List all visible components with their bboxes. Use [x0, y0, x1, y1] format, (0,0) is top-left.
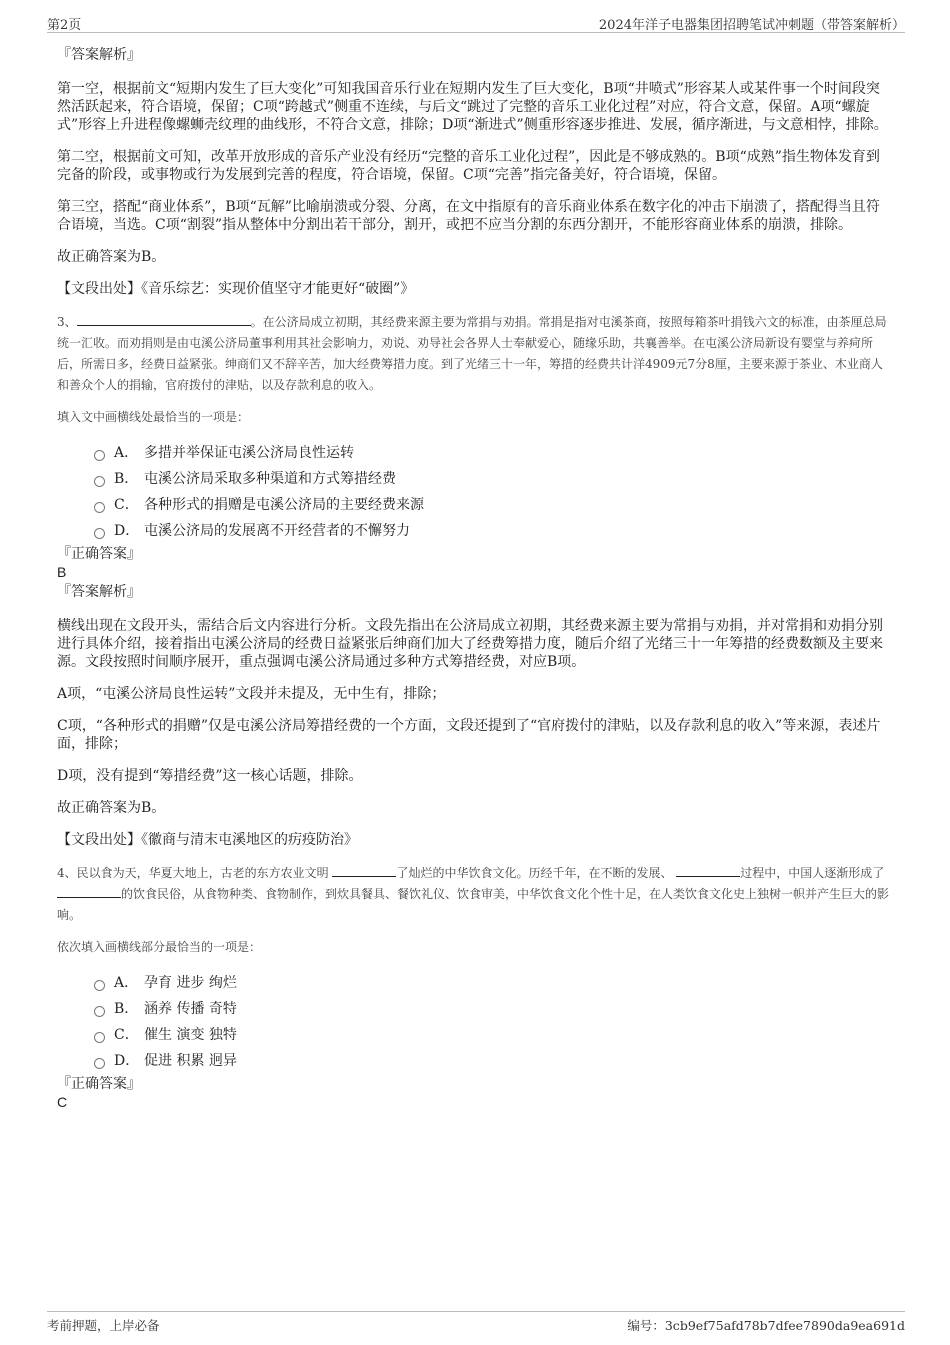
q3-source: 【文段出处】《徽商与清末屯溪地区的疠疫防治》	[57, 832, 358, 848]
q2-analysis-p1: 第一空，根据前文“短期内发生了巨大变化”可知我国音乐行业在短期内发生了巨大变化，B项“井喷式”形容某人或某件事一个时间段突然活跃起来，符合语境，保留；C项“跨越式”侧重不连续，与后文“跳过了完整的音乐工业化过程”对应，符合文意，保留。A项“螺旋式”形容上升进程像螺蛳壳纹理的曲线形，不符合文意，排除；D项“渐进式”侧重形容逐步推进、发展，循序渐进，与文意相悖，排除。	[57, 81, 888, 133]
footer-slogan: 考前押题，上岸必备	[47, 1318, 160, 1333]
document-title: 2024年洋子电器集团招聘笔试冲刺题（带答案解析）	[598, 18, 905, 33]
q3-stem	[57, 312, 890, 396]
q3-analysis-p1: 横线出现在文段开头，需结合后文内容进行分析。文段先指出在公济局成立初期，其经费来源主要为常捐与劝捐，并对常捐和劝捐分别进行具体介绍，接着指出屯溪公济局的经费日益紧张后绅商们加大了经费筹措力度，随后介绍了光绪三十一年筹措的经费数额及主要来源。文段按照时间顺序展开，重点强调屯溪公济局通过多种方式筹措经费，对应B项。	[57, 618, 883, 670]
q4-blank-3	[57, 885, 121, 898]
q4-number: 4、	[57, 866, 77, 880]
radio-icon[interactable]	[94, 528, 105, 539]
q3-blank	[77, 313, 251, 326]
q2-analysis-p3: 第三空，搭配“商业体系”，B项“瓦解”比喻崩溃或分裂、分离，在文中指原有的音乐商业体系在数字化的冲击下崩溃了，搭配得当且符合语境，当选。C项“割裂”指从整体中分割出若干部分，割开，或把不应当分割的东西分割开，不能形容商业体系的崩溃，排除。	[57, 199, 880, 233]
q3-option-b[interactable]: B． 屯溪公济局采取多种渠道和方式筹措经费	[94, 466, 890, 492]
q3-analysis-label: 『答案解析』	[57, 584, 141, 600]
q3-option-a[interactable]: A． 多措并举保证屯溪公济局良性运转	[94, 440, 890, 466]
q3-answer-label: 『正确答案』	[57, 546, 141, 562]
q4-answer: C	[57, 1094, 68, 1110]
q4-stem: 4、民以食为天，华夏大地上，古老的东方农业文明 了灿烂的中华饮食文化。历经千年，在不断的发展、 过程中，中国人逐渐形成了 的饮食民俗，从食物种类、食物制作，到炊具餐具、餐饮礼仪、饮食审美，中华饮食文化个性十足，在人类饮食文化史上独树一帜并产生巨大的影响。	[57, 866, 890, 922]
radio-icon[interactable]	[94, 1006, 105, 1017]
q3-conclusion: 故正确答案为B。	[57, 800, 166, 816]
page-header	[47, 12, 905, 33]
document-id: 编号：3cb9ef75afd78b7dfee7890da9ea691d	[627, 1318, 905, 1333]
q3-answer: B	[57, 564, 67, 580]
document-body	[57, 46, 890, 1111]
q2-conclusion: 故正确答案为B。	[57, 249, 166, 265]
q3-text: 。在公济局成立初期，其经费来源主要为常捐与劝捐。常捐是指对屯溪茶商，按照每箱茶叶捐钱六文的标准，由茶厘总局统一汇收。而劝捐则是由屯溪公济局董事利用其社会影响力，劝说、劝导社会各界人士奉献爱心，随缘乐助，共襄善举。在屯溪公济局新设有婴堂与养疴所后，所需日多，经费日益紧张。绅商们又不辞辛苦，加大经费筹措力度。到了光绪三十一年，筹措的经费共计洋4909元7分8厘，主要来源于茶业、木业商人和善众个人的捐输，官府拨付的津贴，以及存款利息的收入。	[57, 315, 887, 392]
q4-option-b[interactable]: B． 涵养 传播 奇特	[94, 996, 890, 1022]
q4-option-c[interactable]: C． 催生 演变 独特	[94, 1022, 890, 1048]
q2-analysis-label: 『答案解析』	[57, 47, 141, 63]
page-number: 第2页	[47, 18, 82, 33]
q3-number: 3、	[57, 315, 77, 329]
q4-answer-label: 『正确答案』	[57, 1076, 141, 1092]
radio-icon[interactable]	[94, 1058, 105, 1069]
radio-icon[interactable]	[94, 502, 105, 513]
q4-option-a[interactable]: A． 孕育 进步 绚烂	[94, 970, 890, 996]
q3-analysis-c: C项，“各种形式的捐赠”仅是屯溪公济局筹措经费的一个方面，文段还提到了“官府拨付的津贴，以及存款利息的收入”等来源，表述片面，排除；	[57, 718, 881, 752]
q3-option-d[interactable]: D． 屯溪公济局的发展离不开经营者的不懈努力	[94, 518, 890, 544]
q2-analysis-p2: 第二空，根据前文可知，改革开放形成的音乐产业没有经历“完整的音乐工业化过程”，因此是不够成熟的。B项“成熟”指生物体发育到完备的阶段，或事物或行为发展到完善的程度，符合语境，保留。C项“完善”指完备美好，符合语境，保留。	[57, 149, 880, 183]
radio-icon[interactable]	[94, 450, 105, 461]
radio-icon[interactable]	[94, 476, 105, 487]
q4-prompt: 依次填入画横线部分最恰当的一项是：	[57, 940, 262, 954]
radio-icon[interactable]	[94, 1032, 105, 1043]
q4-blank-1	[332, 864, 396, 877]
q2-source: 【文段出处】《音乐综艺：实现价值坚守才能更好“破圈”》	[57, 281, 415, 297]
q4-blank-2	[676, 864, 740, 877]
page-footer	[47, 1311, 905, 1332]
q3-options	[94, 440, 890, 544]
q3-analysis-a: A项，“屯溪公济局良性运转”文段并未提及，无中生有，排除；	[57, 686, 446, 702]
q4-option-d[interactable]: D． 促进 积累 迥异	[94, 1048, 890, 1074]
q3-prompt: 填入文中画横线处最恰当的一项是：	[57, 410, 250, 424]
q3-analysis-d: D项，没有提到“筹措经费”这一核心话题，排除。	[57, 768, 363, 784]
q3-option-c[interactable]: C． 各种形式的捐赠是屯溪公济局的主要经费来源	[94, 492, 890, 518]
q4-options	[94, 970, 890, 1074]
radio-icon[interactable]	[94, 980, 105, 991]
